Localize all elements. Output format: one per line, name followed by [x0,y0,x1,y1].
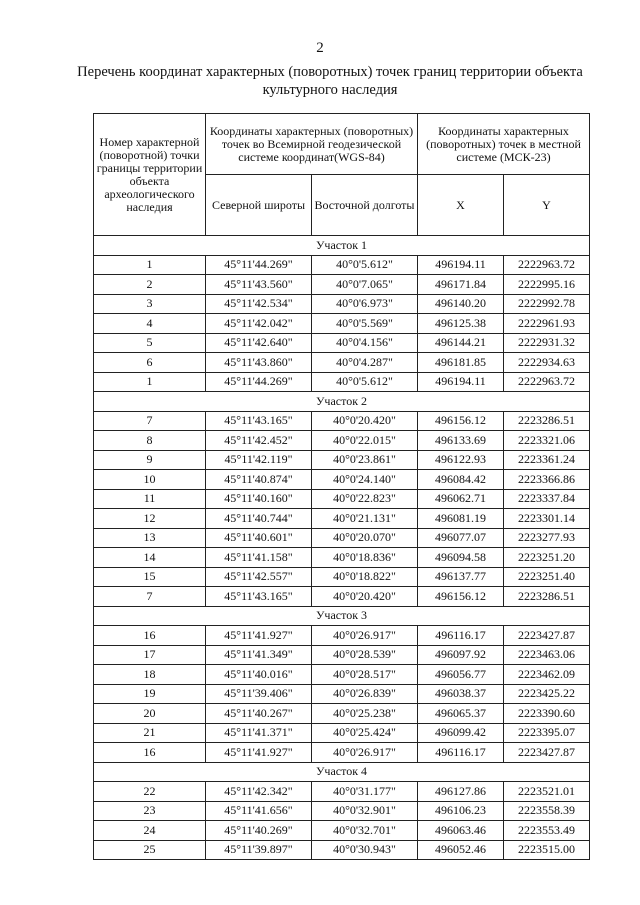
section-title: Участок 2 [94,392,590,412]
longitude-cell: 40°0'26.839" [312,684,418,704]
point-number-cell: 17 [94,645,206,665]
x-cell: 496122.93 [418,450,504,470]
longitude-cell: 40°0'28.517" [312,665,418,685]
x-cell: 496181.85 [418,353,504,373]
latitude-cell: 45°11'42.119" [206,450,312,470]
x-cell: 496144.21 [418,333,504,353]
table-row [94,743,590,763]
y-cell: 2223390.60 [504,704,590,724]
point-number-cell: 13 [94,528,206,548]
point-number-cell: 23 [94,801,206,821]
table-row [94,450,590,470]
latitude-cell: 45°11'41.927" [206,626,312,646]
y-cell: 2223462.09 [504,665,590,685]
longitude-cell: 40°0'7.065" [312,275,418,295]
latitude-cell: 45°11'40.874" [206,470,312,490]
y-cell: 2222934.63 [504,353,590,373]
coordinates-table-body [94,236,590,860]
section-row [94,606,590,626]
longitude-cell: 40°0'20.070" [312,528,418,548]
y-cell: 2222961.93 [504,314,590,334]
y-cell: 2223286.51 [504,411,590,431]
y-cell: 2222992.78 [504,294,590,314]
latitude-cell: 45°11'43.165" [206,587,312,607]
x-cell: 496065.37 [418,704,504,724]
y-cell: 2223427.87 [504,626,590,646]
table-row [94,509,590,529]
table-row [94,684,590,704]
x-cell: 496056.77 [418,665,504,685]
y-cell: 2223251.40 [504,567,590,587]
point-number-cell: 4 [94,314,206,334]
table-row [94,723,590,743]
x-cell: 496116.17 [418,626,504,646]
table-row [94,333,590,353]
point-number-cell: 2 [94,275,206,295]
longitude-cell: 40°0'18.836" [312,548,418,568]
point-number-cell: 18 [94,665,206,685]
point-number-cell: 5 [94,333,206,353]
longitude-cell: 40°0'28.539" [312,645,418,665]
point-number-cell: 9 [94,450,206,470]
point-number-cell: 11 [94,489,206,509]
y-cell: 2223515.00 [504,840,590,860]
latitude-cell: 45°11'43.860" [206,353,312,373]
longitude-cell: 40°0'4.287" [312,353,418,373]
table-row [94,665,590,685]
longitude-cell: 40°0'30.943" [312,840,418,860]
x-cell: 496171.84 [418,275,504,295]
longitude-cell: 40°0'20.420" [312,411,418,431]
y-cell: 2223277.93 [504,528,590,548]
point-number-cell: 16 [94,743,206,763]
point-number-cell: 20 [94,704,206,724]
x-cell: 496052.46 [418,840,504,860]
latitude-cell: 45°11'40.160" [206,489,312,509]
latitude-cell: 45°11'42.342" [206,782,312,802]
x-cell: 496156.12 [418,587,504,607]
point-number-cell: 25 [94,840,206,860]
header-wgs84-group: Координаты характерных (поворотных) точек во Всемирной геодезической системе координат(WGS-84) [206,114,418,175]
point-number-cell: 6 [94,353,206,373]
section-row [94,762,590,782]
point-number-cell: 3 [94,294,206,314]
longitude-cell: 40°0'31.177" [312,782,418,802]
point-number-cell: 1 [94,372,206,392]
point-number-cell: 12 [94,509,206,529]
longitude-cell: 40°0'25.424" [312,723,418,743]
point-number-cell: 19 [94,684,206,704]
longitude-cell: 40°0'21.131" [312,509,418,529]
section-row [94,392,590,412]
point-number-cell: 10 [94,470,206,490]
latitude-cell: 45°11'44.269" [206,372,312,392]
table-row [94,353,590,373]
section-row [94,236,590,256]
table-row [94,294,590,314]
y-cell: 2223301.14 [504,509,590,529]
y-cell: 2223463.06 [504,645,590,665]
y-cell: 2223361.24 [504,450,590,470]
latitude-cell: 45°11'40.016" [206,665,312,685]
y-cell: 2222963.72 [504,372,590,392]
table-row [94,548,590,568]
y-cell: 2223521.01 [504,782,590,802]
table-row [94,567,590,587]
x-cell: 496156.12 [418,411,504,431]
point-number-cell: 7 [94,411,206,431]
latitude-cell: 45°11'42.042" [206,314,312,334]
x-cell: 496097.92 [418,645,504,665]
point-number-cell: 7 [94,587,206,607]
x-cell: 496194.11 [418,372,504,392]
point-number-cell: 1 [94,255,206,275]
y-cell: 2223251.20 [504,548,590,568]
page-number: 2 [316,40,324,56]
longitude-cell: 40°0'32.901" [312,801,418,821]
latitude-cell: 45°11'42.640" [206,333,312,353]
y-cell: 2223425.22 [504,684,590,704]
x-cell: 496127.86 [418,782,504,802]
longitude-cell: 40°0'18.822" [312,567,418,587]
table-row [94,645,590,665]
latitude-cell: 45°11'43.165" [206,411,312,431]
header-msk23-group: Координаты характерных (поворотных) точек в местной системе (МСК-23) [418,114,590,175]
table-row [94,255,590,275]
latitude-cell: 45°11'44.269" [206,255,312,275]
coordinates-table [93,113,590,860]
header-x: X [418,175,504,236]
y-cell: 2222931.32 [504,333,590,353]
x-cell: 496038.37 [418,684,504,704]
table-row [94,314,590,334]
section-title: Участок 3 [94,606,590,626]
longitude-cell: 40°0'6.973" [312,294,418,314]
x-cell: 496062.71 [418,489,504,509]
x-cell: 496063.46 [418,821,504,841]
table-row [94,528,590,548]
table-row [94,431,590,451]
latitude-cell: 45°11'40.269" [206,821,312,841]
x-cell: 496125.38 [418,314,504,334]
y-cell: 2223558.39 [504,801,590,821]
table-row [94,372,590,392]
x-cell: 496116.17 [418,743,504,763]
point-number-cell: 15 [94,567,206,587]
latitude-cell: 45°11'41.158" [206,548,312,568]
x-cell: 496077.07 [418,528,504,548]
x-cell: 496084.42 [418,470,504,490]
latitude-cell: 45°11'41.349" [206,645,312,665]
section-title: Участок 1 [94,236,590,256]
table-row [94,626,590,646]
y-cell: 2222995.16 [504,275,590,295]
y-cell: 2223337.84 [504,489,590,509]
latitude-cell: 45°11'40.267" [206,704,312,724]
table-row [94,840,590,860]
x-cell: 496094.58 [418,548,504,568]
latitude-cell: 45°11'39.897" [206,840,312,860]
x-cell: 496140.20 [418,294,504,314]
document-title: Перечень координат характерных (поворотных) точек границ территории объекта культурного наследия [77,64,583,98]
y-cell: 2223553.49 [504,821,590,841]
x-cell: 496137.77 [418,567,504,587]
longitude-cell: 40°0'25.238" [312,704,418,724]
longitude-cell: 40°0'5.612" [312,372,418,392]
x-cell: 496106.23 [418,801,504,821]
table-row [94,470,590,490]
latitude-cell: 45°11'40.601" [206,528,312,548]
x-cell: 496194.11 [418,255,504,275]
y-cell: 2223395.07 [504,723,590,743]
header-longitude: Восточной долготы [312,175,418,236]
longitude-cell: 40°0'5.612" [312,255,418,275]
point-number-cell: 21 [94,723,206,743]
header-y: Y [504,175,590,236]
y-cell: 2223366.86 [504,470,590,490]
longitude-cell: 40°0'26.917" [312,626,418,646]
latitude-cell: 45°11'42.557" [206,567,312,587]
longitude-cell: 40°0'24.140" [312,470,418,490]
point-number-cell: 22 [94,782,206,802]
longitude-cell: 40°0'4.156" [312,333,418,353]
point-number-cell: 16 [94,626,206,646]
latitude-cell: 45°11'39.406" [206,684,312,704]
table-row [94,275,590,295]
x-cell: 496081.19 [418,509,504,529]
y-cell: 2223427.87 [504,743,590,763]
table-row [94,489,590,509]
latitude-cell: 45°11'42.534" [206,294,312,314]
latitude-cell: 45°11'42.452" [206,431,312,451]
table-row [94,704,590,724]
latitude-cell: 45°11'41.656" [206,801,312,821]
table-row [94,782,590,802]
x-cell: 496099.42 [418,723,504,743]
y-cell: 2222963.72 [504,255,590,275]
longitude-cell: 40°0'23.861" [312,450,418,470]
longitude-cell: 40°0'32.701" [312,821,418,841]
latitude-cell: 45°11'40.744" [206,509,312,529]
header-point-number: Номер характерной (поворотной) точки границы территории объекта археологического наследия [94,114,206,236]
point-number-cell: 24 [94,821,206,841]
table-row [94,821,590,841]
point-number-cell: 8 [94,431,206,451]
table-row [94,587,590,607]
y-cell: 2223286.51 [504,587,590,607]
longitude-cell: 40°0'26.917" [312,743,418,763]
x-cell: 496133.69 [418,431,504,451]
latitude-cell: 45°11'41.927" [206,743,312,763]
longitude-cell: 40°0'20.420" [312,587,418,607]
section-title: Участок 4 [94,762,590,782]
latitude-cell: 45°11'43.560" [206,275,312,295]
longitude-cell: 40°0'5.569" [312,314,418,334]
y-cell: 2223321.06 [504,431,590,451]
longitude-cell: 40°0'22.015" [312,431,418,451]
table-row [94,801,590,821]
longitude-cell: 40°0'22.823" [312,489,418,509]
header-latitude: Северной широты [206,175,312,236]
table-row [94,411,590,431]
point-number-cell: 14 [94,548,206,568]
latitude-cell: 45°11'41.371" [206,723,312,743]
